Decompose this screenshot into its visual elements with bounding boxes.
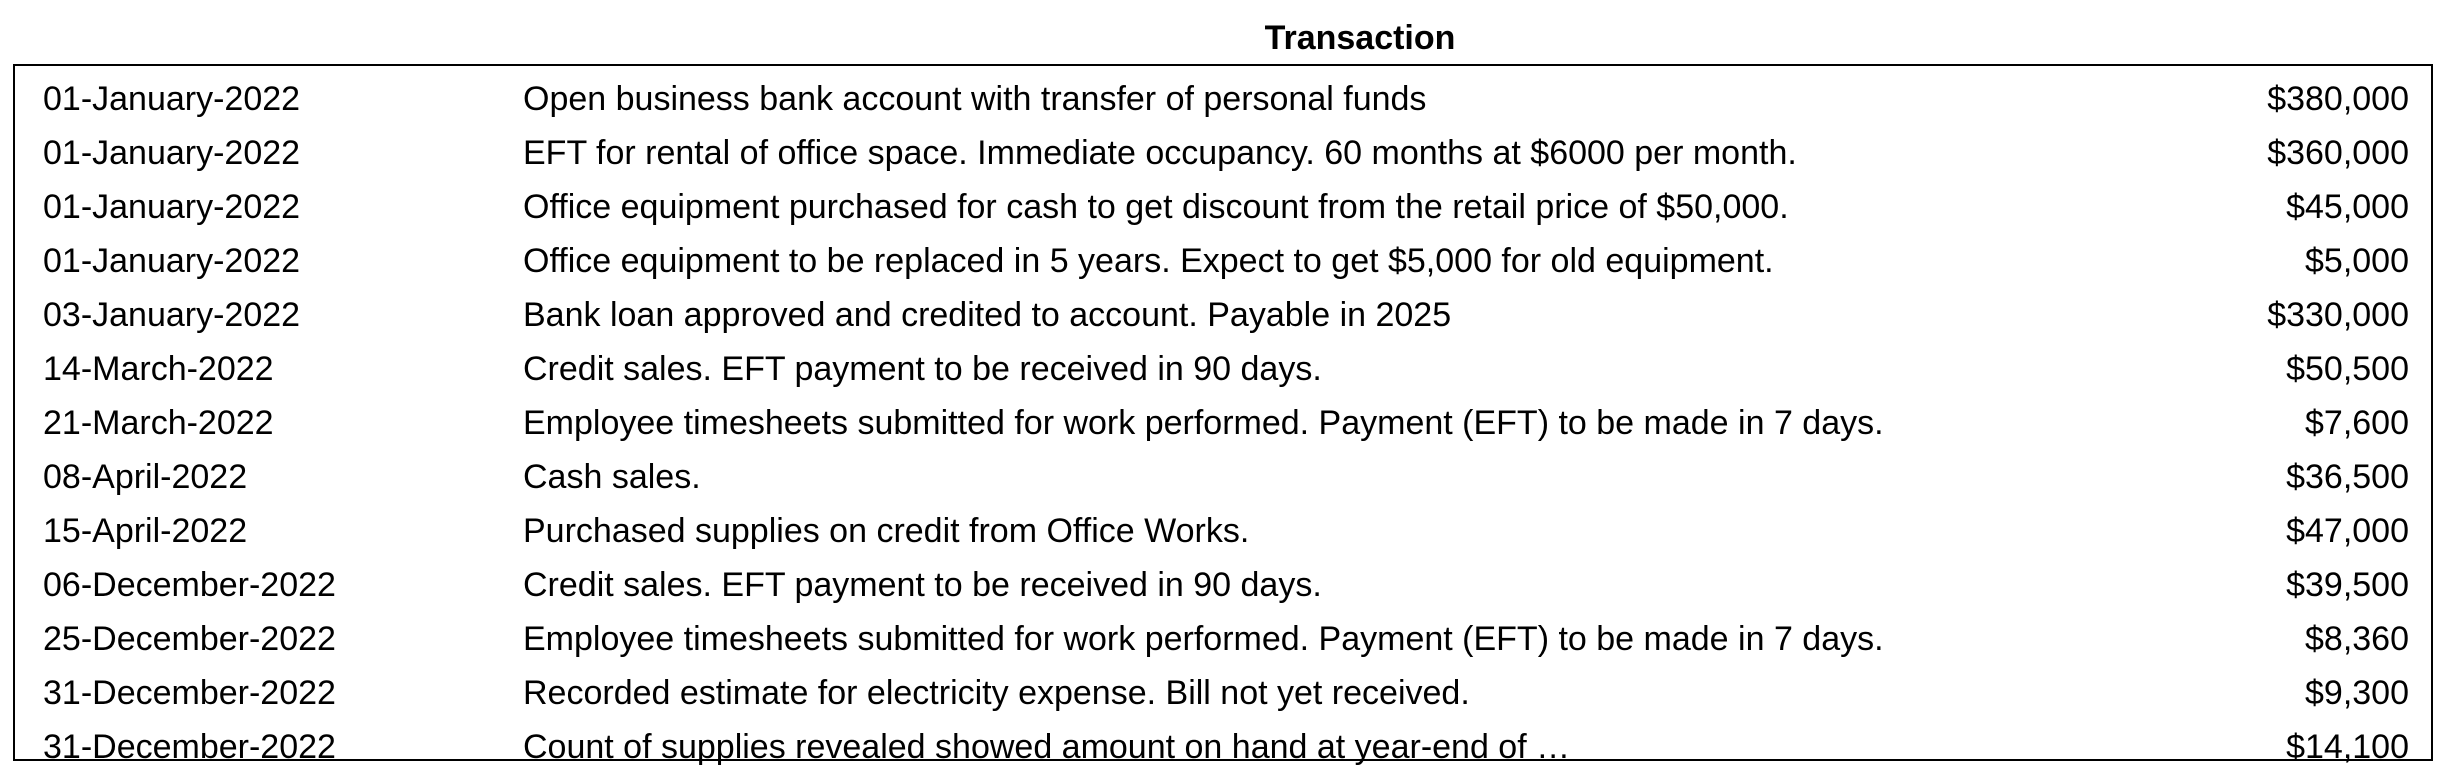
transaction-amount: $45,000: [2286, 188, 2409, 226]
table-row: [15, 450, 2431, 504]
transaction-amount: $5,000: [2305, 242, 2409, 280]
transaction-rows: [15, 72, 2431, 774]
transaction-amount: $7,600: [2305, 404, 2409, 442]
transaction-date: 01-January-2022: [43, 242, 301, 280]
transaction-date: 31-December-2022: [43, 728, 336, 766]
table-row: [15, 558, 2431, 612]
table-row: [15, 342, 2431, 396]
transaction-description: Office equipment purchased for cash to get discount from the retail price of $50,000.: [523, 188, 1789, 226]
transaction-amount: $36,500: [2286, 458, 2409, 496]
transaction-date: 01-January-2022: [43, 80, 301, 118]
transaction-date: 08-April-2022: [43, 458, 248, 496]
transaction-date: 21-March-2022: [43, 404, 274, 442]
table-row: [15, 504, 2431, 558]
transaction-description: Purchased supplies on credit from Office Works.: [523, 512, 1250, 550]
transaction-amount: $39,500: [2286, 566, 2409, 604]
transaction-amount: $9,300: [2305, 674, 2409, 712]
transaction-date: 03-January-2022: [43, 296, 301, 334]
transaction-date: 15-April-2022: [43, 512, 248, 550]
table-row: [15, 180, 2431, 234]
table-row: [15, 234, 2431, 288]
table-row: [15, 666, 2431, 720]
transaction-description: Count of supplies revealed showed amount on hand at year-end of …: [523, 728, 1571, 766]
transaction-description: Employee timesheets submitted for work performed. Payment (EFT) to be made in 7 days.: [523, 620, 1884, 658]
transaction-date: 01-January-2022: [43, 134, 301, 172]
table-row: [15, 396, 2431, 450]
transaction-amount: $330,000: [2267, 296, 2409, 334]
transaction-amount: $50,500: [2286, 350, 2409, 388]
transaction-description: Cash sales.: [523, 458, 701, 496]
transaction-description: Office equipment to be replaced in 5 years. Expect to get $5,000 for old equipment.: [523, 242, 1774, 280]
transaction-description: EFT for rental of office space. Immediate occupancy. 60 months at $6000 per month.: [523, 134, 1797, 172]
transaction-date: 25-December-2022: [43, 620, 336, 658]
transaction-table: [13, 64, 2433, 766]
transaction-date: 01-January-2022: [43, 188, 301, 226]
table-row: [15, 288, 2431, 342]
transaction-amount: $8,360: [2305, 620, 2409, 658]
table-row: [15, 72, 2431, 126]
transaction-description: Recorded estimate for electricity expense. Bill not yet received.: [523, 674, 1470, 712]
transaction-description: Employee timesheets submitted for work performed. Payment (EFT) to be made in 7 days.: [523, 404, 1884, 442]
table-title: Transaction: [1264, 19, 1456, 57]
transaction-description: Credit sales. EFT payment to be received in 90 days.: [523, 566, 1322, 604]
transaction-description: Credit sales. EFT payment to be received in 90 days.: [523, 350, 1322, 388]
transaction-description: Open business bank account with transfer of personal funds: [523, 80, 1427, 118]
transaction-date: 14-March-2022: [43, 350, 274, 388]
transaction-amount: $47,000: [2286, 512, 2409, 550]
transaction-amount: $14,100: [2286, 728, 2409, 766]
table-row: [15, 612, 2431, 666]
transaction-amount: $380,000: [2267, 80, 2409, 118]
transaction-date: 06-December-2022: [43, 566, 336, 604]
transaction-date: 31-December-2022: [43, 674, 336, 712]
transaction-description: Bank loan approved and credited to account. Payable in 2025: [523, 296, 1452, 334]
transaction-amount: $360,000: [2267, 134, 2409, 172]
table-row: [15, 126, 2431, 180]
